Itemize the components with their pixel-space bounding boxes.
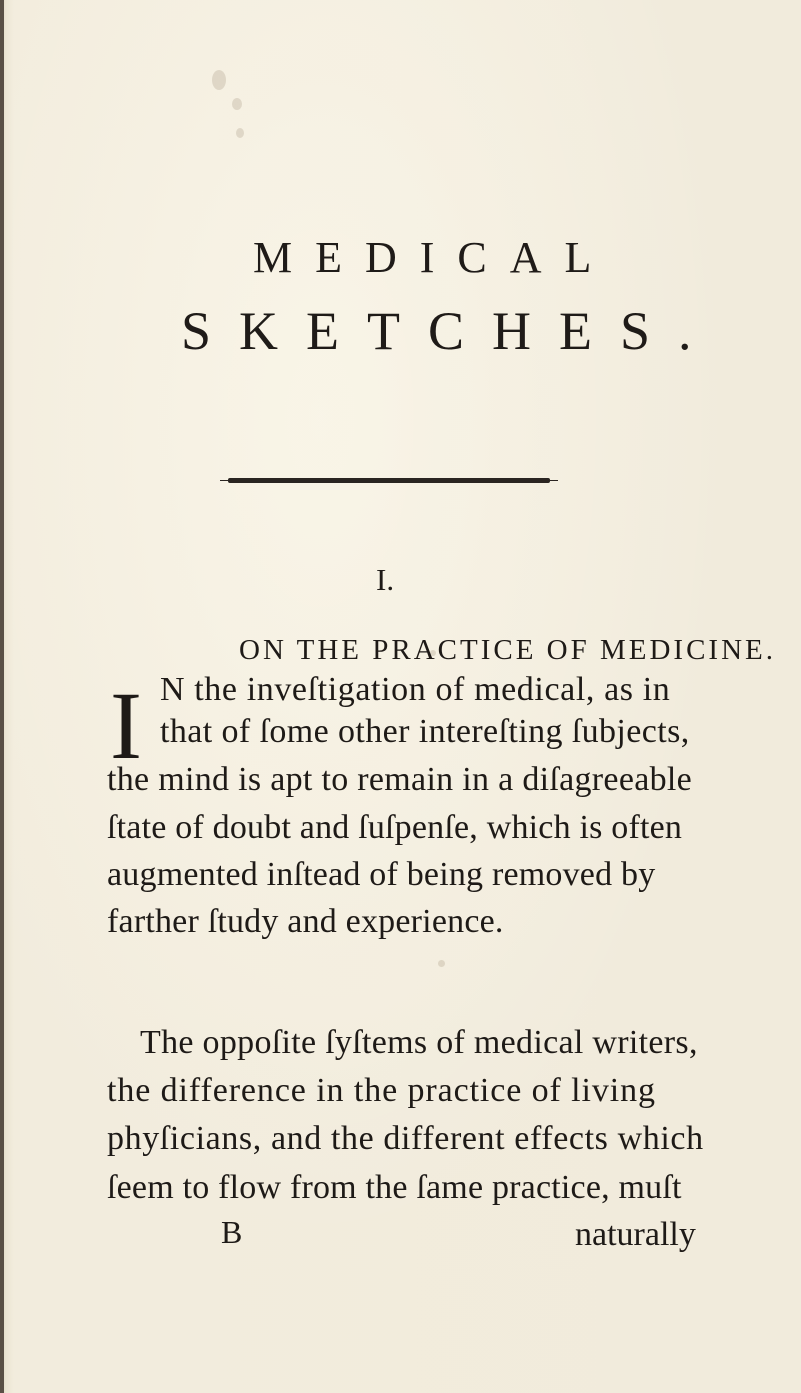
page-gutter-edge — [0, 0, 4, 1393]
book-title-line-1: MEDICAL — [253, 233, 615, 282]
text-line: augmented inſtead of being removed by — [107, 856, 656, 893]
text-line: N the inveſtigation of medical, as in — [160, 671, 671, 708]
decorative-rule — [228, 478, 550, 483]
text-line: the difference in the practice of living — [107, 1072, 656, 1109]
book-title-line-2: SKETCHES. — [181, 301, 720, 361]
paper-stain — [236, 128, 244, 138]
text-line: ſeem to flow from the ſame practice, muſt — [107, 1169, 682, 1206]
paper-stain — [438, 960, 445, 967]
section-number: I. — [376, 562, 395, 597]
text-line: farther ſtudy and experience. — [107, 903, 504, 940]
section-heading: ON THE PRACTICE OF MEDICINE. — [239, 634, 776, 666]
text-line: phyſicians, and the different effects which — [107, 1120, 704, 1157]
paper-stain — [232, 98, 242, 110]
text-line: that of ſome other intereſting ſubjects, — [160, 713, 690, 750]
catchword: naturally — [575, 1216, 696, 1253]
drop-cap: I — [110, 672, 142, 779]
text-line: The oppoſite ſyſtems of medical writers, — [140, 1024, 698, 1061]
signature-mark: B — [221, 1214, 243, 1250]
text-line: ſtate of doubt and ſuſpenſe, which is often — [107, 809, 683, 846]
paper-stain — [212, 70, 226, 90]
text-line: the mind is apt to remain in a diſagreeable — [107, 761, 693, 798]
